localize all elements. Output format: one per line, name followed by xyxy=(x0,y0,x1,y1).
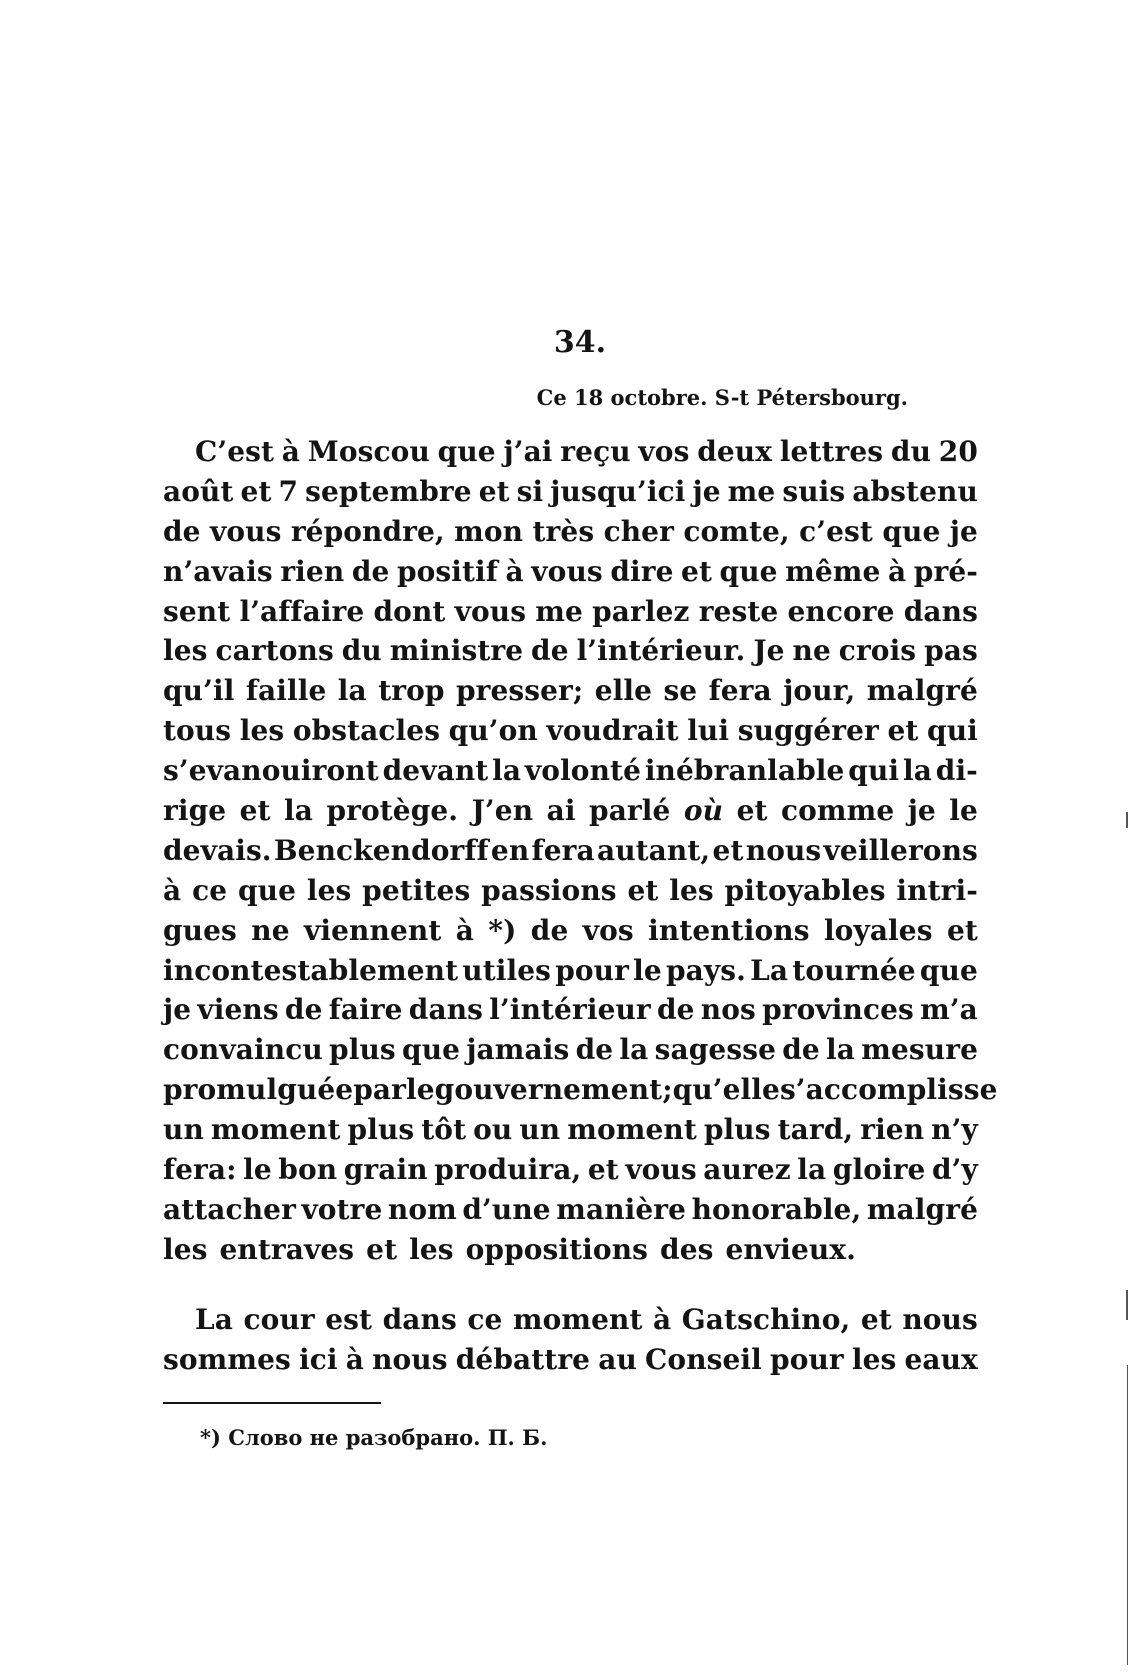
word: devant xyxy=(382,754,489,788)
word: de xyxy=(163,514,201,548)
word: dans xyxy=(382,1302,457,1336)
word: un xyxy=(519,1113,561,1147)
paragraph-2 xyxy=(163,1300,978,1380)
word: plus xyxy=(347,1113,415,1147)
word: dans xyxy=(408,993,484,1027)
word: rige xyxy=(163,794,227,828)
word: dans xyxy=(903,594,978,628)
word: nous xyxy=(372,1342,448,1376)
word: provinces xyxy=(762,993,914,1027)
word: faille xyxy=(245,674,327,708)
word: moment xyxy=(567,1113,697,1147)
word: l’intérieur xyxy=(489,993,651,1027)
word: ce xyxy=(467,1302,503,1336)
word: qui xyxy=(927,714,978,748)
text-line xyxy=(163,711,978,751)
word: et xyxy=(736,794,768,828)
word: que xyxy=(402,1033,461,1067)
word: honorable, xyxy=(691,1192,862,1226)
word: ne xyxy=(251,913,290,947)
word: se xyxy=(663,674,698,708)
text-line xyxy=(163,1230,978,1270)
word: rien xyxy=(280,554,345,588)
word: et xyxy=(366,1232,398,1266)
word: incontestablement xyxy=(163,953,459,987)
word: envieux. xyxy=(725,1232,856,1266)
word: et xyxy=(240,474,272,508)
word: la xyxy=(337,674,367,708)
word: Moscou xyxy=(307,435,430,468)
word: nous xyxy=(745,833,822,867)
word: jamais xyxy=(466,1033,570,1067)
word: dire xyxy=(610,554,674,588)
text-line xyxy=(163,631,978,671)
word: suis xyxy=(782,474,846,508)
word: et xyxy=(478,474,510,508)
word: septembre xyxy=(305,474,472,508)
word: utiles xyxy=(462,953,552,987)
word: est xyxy=(325,1302,373,1336)
word: faire xyxy=(328,993,403,1027)
word: vous xyxy=(531,554,603,588)
word: La xyxy=(195,1302,234,1336)
word: petites xyxy=(362,873,471,907)
word: de xyxy=(351,554,390,588)
word: fera xyxy=(531,833,595,867)
text-line xyxy=(163,1070,998,1110)
text-line xyxy=(163,432,978,472)
scan-edge-mark xyxy=(1127,1365,1128,1665)
word: à xyxy=(653,1302,672,1336)
word: les xyxy=(409,1232,454,1266)
word: répondre, xyxy=(290,514,445,548)
word: du xyxy=(890,435,932,468)
word: je xyxy=(907,794,936,828)
word: veillerons xyxy=(823,833,978,867)
word: C’est xyxy=(195,435,275,468)
word: Benckendorff xyxy=(273,833,489,867)
word: et xyxy=(239,794,271,828)
word: cour xyxy=(243,1302,315,1336)
word: positif xyxy=(396,554,498,588)
word: malgré xyxy=(866,674,978,708)
word: eaux xyxy=(904,1342,978,1376)
word: où xyxy=(683,794,724,828)
word: manière xyxy=(556,1192,687,1226)
word: j’ai xyxy=(503,435,553,468)
text-line xyxy=(163,1110,978,1150)
word: presser; xyxy=(455,674,584,708)
word: pour xyxy=(555,953,629,987)
word: la xyxy=(826,1033,856,1067)
letter-number: 34. xyxy=(553,325,607,360)
paragraph-1 xyxy=(163,432,998,1270)
word: me xyxy=(535,594,583,628)
word: le xyxy=(949,794,978,828)
word: voudrait xyxy=(546,714,679,748)
word: gouvernement; xyxy=(434,1073,673,1107)
word: suggérer xyxy=(737,714,879,748)
word: à xyxy=(455,913,474,947)
word: abstenu xyxy=(852,474,978,508)
word: grain xyxy=(343,1153,428,1187)
word: elle xyxy=(594,674,653,708)
word: La xyxy=(750,953,789,987)
word: Gatschino, xyxy=(681,1302,851,1336)
word: n’y xyxy=(931,1113,978,1147)
word: et xyxy=(860,1302,892,1336)
text-line xyxy=(163,911,978,951)
word: fera xyxy=(708,674,772,708)
word: ou xyxy=(473,1113,513,1147)
word: par xyxy=(353,1073,406,1107)
word: la xyxy=(284,794,313,828)
word: des xyxy=(660,1232,714,1266)
word: de xyxy=(284,993,323,1027)
word: plus xyxy=(329,1033,396,1067)
word: ne xyxy=(792,634,831,668)
word: 20 xyxy=(938,435,978,468)
word: le xyxy=(633,953,662,987)
word: vos xyxy=(582,913,634,947)
word: devais. xyxy=(163,833,272,867)
text-line xyxy=(163,592,978,632)
word: aurez xyxy=(703,1153,791,1187)
word: pas xyxy=(924,634,978,668)
text-line xyxy=(163,1300,978,1340)
word: de xyxy=(531,634,569,668)
word: le xyxy=(243,1153,272,1187)
word: loyales xyxy=(823,913,933,947)
word: vos xyxy=(638,435,690,468)
word: jusqu’ici xyxy=(550,474,686,508)
word: inébranlable xyxy=(644,754,845,788)
word: comme xyxy=(780,794,895,828)
text-line xyxy=(163,1150,978,1190)
word: de xyxy=(530,913,569,947)
word: promulguée xyxy=(163,1073,354,1107)
word: Je xyxy=(753,634,785,668)
word: s’accomplisse xyxy=(779,1073,998,1107)
text-line xyxy=(163,512,978,552)
word: qu’il xyxy=(163,674,235,708)
word: dont xyxy=(373,594,446,628)
word: un xyxy=(163,1113,204,1147)
word: nom xyxy=(387,1192,457,1226)
word: protège. xyxy=(326,794,459,828)
word: di- xyxy=(935,754,978,788)
word: entraves xyxy=(219,1232,355,1266)
word: trop xyxy=(378,674,445,708)
word: de xyxy=(782,1033,820,1067)
word: nos xyxy=(700,993,756,1027)
word: 7 xyxy=(278,474,299,508)
word: m’a xyxy=(920,993,978,1027)
word: d’une xyxy=(462,1192,551,1226)
word: intri- xyxy=(896,873,978,907)
word: les xyxy=(306,873,352,907)
word: obstacles xyxy=(292,714,441,748)
word: reçu xyxy=(560,435,631,468)
letter-body xyxy=(163,432,998,1379)
word: jour, xyxy=(783,674,856,708)
word: même xyxy=(785,554,881,588)
word: plus xyxy=(703,1113,771,1147)
text-line xyxy=(163,552,978,592)
word: pré- xyxy=(913,554,978,588)
word: oppositions xyxy=(465,1232,649,1266)
word: la xyxy=(902,754,932,788)
word: crois xyxy=(838,634,917,668)
word: les xyxy=(669,873,714,907)
word: et xyxy=(946,913,978,947)
scan-edge-mark xyxy=(1126,812,1128,828)
word: et xyxy=(712,833,744,867)
word: qui xyxy=(848,754,900,788)
word: que xyxy=(719,554,778,588)
word: que xyxy=(237,873,297,907)
scan-edge-mark xyxy=(1126,1290,1128,1320)
word: et xyxy=(587,1153,619,1187)
word: ce xyxy=(192,873,228,907)
word: pour xyxy=(770,1342,844,1376)
text-line xyxy=(163,1340,978,1380)
word: J’en xyxy=(471,794,534,828)
word: moment xyxy=(210,1113,341,1147)
word: cher xyxy=(603,514,674,548)
word: de xyxy=(657,993,695,1027)
word: les xyxy=(163,1232,208,1266)
word: je xyxy=(692,474,721,508)
word: cartons xyxy=(215,634,334,668)
word: et xyxy=(627,873,659,907)
text-line xyxy=(163,671,978,711)
word: je xyxy=(949,514,978,548)
word: votre xyxy=(301,1192,383,1226)
word: *) xyxy=(488,913,517,947)
text-line xyxy=(163,751,978,791)
word: la xyxy=(619,1033,649,1067)
word: l’intérieur. xyxy=(576,634,746,668)
word: en xyxy=(490,833,530,867)
word: vous xyxy=(625,1153,697,1187)
word: convaincu xyxy=(163,1033,323,1067)
word: lui xyxy=(687,714,730,748)
word: deux xyxy=(697,435,773,468)
word: les xyxy=(851,1342,897,1376)
text-line xyxy=(163,472,978,512)
text-line-with-italic xyxy=(163,791,978,831)
word: gues xyxy=(163,913,237,947)
word: qu’elle xyxy=(672,1073,780,1107)
text-line xyxy=(163,871,978,911)
word: mon xyxy=(454,514,524,548)
word: attacher xyxy=(163,1192,296,1226)
word: tournée xyxy=(792,953,916,987)
dateline: Ce 18 octobre. S-t Pétersbourg. xyxy=(536,385,908,410)
text-line xyxy=(163,831,978,871)
word: d’y xyxy=(932,1153,978,1187)
word: autant, xyxy=(596,833,711,867)
word: vous xyxy=(209,514,282,548)
word: bon xyxy=(278,1153,338,1187)
word: débattre xyxy=(455,1342,591,1376)
word: volonté xyxy=(524,754,641,788)
word: pitoyables xyxy=(724,873,886,907)
text-line xyxy=(163,951,978,991)
word: à xyxy=(505,554,524,588)
footnote-rule xyxy=(163,1402,381,1404)
word: que xyxy=(437,435,496,468)
word: parlez xyxy=(592,594,690,628)
word: la xyxy=(492,754,522,788)
word: l’affaire xyxy=(239,594,365,628)
word: ici xyxy=(298,1342,338,1376)
word: comte, xyxy=(683,514,790,548)
word: août xyxy=(163,474,234,508)
word: s’evanouiront xyxy=(163,754,379,788)
word: ai xyxy=(546,794,576,828)
text-line xyxy=(163,990,978,1030)
word: rien xyxy=(860,1113,925,1147)
word: tous xyxy=(163,714,232,748)
word: nous xyxy=(902,1302,978,1336)
word: que xyxy=(882,514,941,548)
word: sagesse xyxy=(654,1033,776,1067)
word: gloire xyxy=(832,1153,926,1187)
word: de xyxy=(575,1033,614,1067)
word: lettres xyxy=(779,435,884,468)
word: la xyxy=(797,1153,827,1187)
word: intentions xyxy=(648,913,810,947)
word: parlé xyxy=(589,794,671,828)
word: produira, xyxy=(434,1153,582,1187)
footnote: *) Слово не разобрано. П. Б. xyxy=(200,1425,548,1450)
word: le xyxy=(405,1073,435,1107)
word: moment xyxy=(512,1302,643,1336)
word: vous xyxy=(454,594,527,628)
word: passions xyxy=(481,873,617,907)
word: à xyxy=(888,554,907,588)
word: à xyxy=(281,435,301,468)
word: viens xyxy=(197,993,279,1027)
word: sommes xyxy=(163,1342,291,1376)
word: sent xyxy=(163,594,231,628)
word: et xyxy=(681,554,712,588)
text-line xyxy=(163,1030,978,1070)
word: les xyxy=(239,714,285,748)
word: très xyxy=(532,514,595,548)
word: à xyxy=(163,873,182,907)
word: c’est xyxy=(799,514,873,548)
word: reste xyxy=(698,594,779,628)
word: malgré xyxy=(866,1192,978,1226)
word: du xyxy=(341,634,382,668)
word: viennent xyxy=(304,913,442,947)
word: je xyxy=(163,993,192,1027)
word: que xyxy=(919,953,978,987)
word: tard, xyxy=(777,1113,854,1147)
word: mesure xyxy=(861,1033,978,1067)
word: au xyxy=(598,1342,637,1376)
word: fera: xyxy=(163,1153,237,1187)
word: n’avais xyxy=(163,554,273,588)
word: les xyxy=(163,634,208,668)
word: si xyxy=(516,474,544,508)
text-line xyxy=(163,1190,978,1230)
word: à xyxy=(345,1342,364,1376)
word: tôt xyxy=(421,1113,467,1147)
word: qu’on xyxy=(448,714,538,748)
word: me xyxy=(727,474,776,508)
paragraph-spacer xyxy=(163,1270,978,1300)
word: et xyxy=(887,714,919,748)
word: Conseil xyxy=(645,1342,762,1376)
word: ministre xyxy=(389,634,524,668)
word: pays. xyxy=(665,953,746,987)
word: encore xyxy=(787,594,895,628)
